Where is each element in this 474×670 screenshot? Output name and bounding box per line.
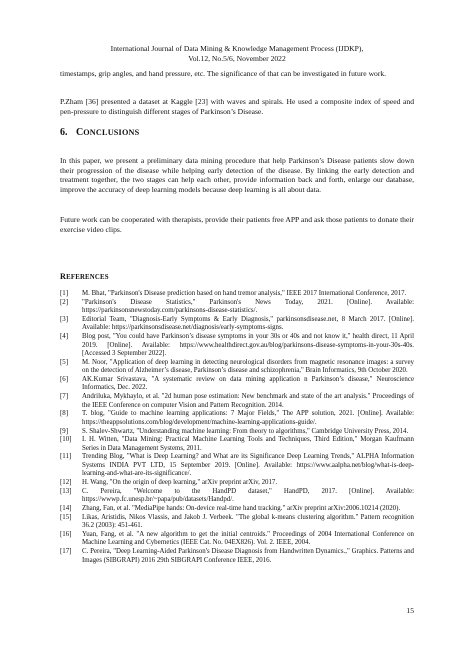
section-title-rest: ONCLUSIONS <box>83 128 140 137</box>
reference-item <box>60 290 414 299</box>
reference-text: M. Noor, "Application of deep learning in detecting neurological disorders from magnetic resonance images: a survey on the detection of Alzheimer’s disease, Parkinson’s disease and schizophrenia," Brain Informatics, 9th October 2020. <box>82 358 414 375</box>
reference-text: T. blog, "Guide to machine learning applications: 7 Major Fields," The APP solution, 2021. [Online]. Available: https://theappsolutions.com/blog/development/machine-learning-applications-guide/. <box>82 410 414 426</box>
reference-number: [1] <box>60 290 69 297</box>
body-paragraph-future-work: timestamps, grip angles, and hand pressure, etc. The significance of that can be investigated in future work. <box>60 69 387 78</box>
reference-text: Likas, Aristidis, Nikos Vlassis, and Jakob J. Verbeek. "The global k-means clustering algorithm." Pattern recognition 36.2 (2003): 451-461. <box>82 513 414 530</box>
reference-item <box>60 514 414 531</box>
journal-volume-line: Vol.12, No.5/6, November 2022 <box>188 53 286 63</box>
reference-item <box>60 376 414 393</box>
reference-number: [7] <box>60 393 69 401</box>
body-paragraph-zham-dataset: P.Zham [36] presented a dataset at Kaggle [23] with waves and spirals. He used a composite index of speed and pen-pressure to distinguish different stages of Parkinson’s Disease. <box>60 97 414 116</box>
reference-number: [8] <box>60 410 69 418</box>
reference-number: [4] <box>60 333 69 341</box>
reference-number: [12] <box>60 479 72 487</box>
reference-number: [16] <box>60 530 72 538</box>
section-number: 6. <box>60 127 68 138</box>
reference-text: Trending Blog, "What is Deep Learning? and What are its Significance Deep Learning Trends," ALPHA Information Systems INDIA PVT LTD, 15 September 2019. [Online]. Available: https://www.aalpha.net/blog/what-is-deep-learning-and-what-are-its-significance/. <box>82 453 414 478</box>
reference-number: [11] <box>60 453 72 461</box>
section-title-initial: C <box>76 127 84 138</box>
reference-number: [5] <box>60 358 69 366</box>
reference-text: S. Shalev-Shwartz, "Understanding machine learning: From theory to algorithms," Cambridge University Press, 2014. <box>82 427 409 435</box>
reference-item <box>60 333 414 359</box>
journal-name-line: International Journal of Data Mining & Knowledge Management Process (IJDKP), <box>110 44 364 53</box>
running-header <box>60 44 414 63</box>
reference-text: Blog post, "You could have Parkinson’s disease symptoms in your 30s or 40s and not know it," health direct, 11 April 2019. [Online]. Available: https://www.healthdirect.gov.au/blog/parkinsons-disease-symptoms-in-your-30s-40s. [Accessed 3 September 2022]. <box>82 333 414 358</box>
reference-item <box>60 453 414 479</box>
reference-text: Andriluka, Mykhaylo, et al. "2d human pose estimation: New benchmark and state of the art analysis." Proceedings of the IEEE Conference on computer Vision and Pattern Recognition. 2014. <box>82 393 414 409</box>
reference-item <box>60 410 414 427</box>
conclusions-paragraph-1: In this paper, we present a preliminary data mining procedure that help Parkinson’s Disease patients slow down their progression of the disease while helping early detection of the disease. By linking the early detection and treatment together, the two stages can help each other, provide information back and forth, enlarge our database, improve the accuracy of deep learning models because deep learning is all about data. <box>60 156 414 194</box>
reference-number: [3] <box>60 315 69 323</box>
reference-number: [14] <box>60 504 72 512</box>
reference-number: [13] <box>60 487 72 495</box>
reference-item <box>60 436 414 453</box>
reference-item <box>60 531 414 548</box>
reference-number: [9] <box>60 427 69 435</box>
reference-item <box>60 299 414 316</box>
reference-number: [6] <box>60 375 69 383</box>
reference-item <box>60 428 414 437</box>
reference-item <box>60 359 414 376</box>
page-number: 15 <box>406 606 414 615</box>
section-heading-conclusions <box>60 127 139 138</box>
references-title-initial: R <box>60 272 67 281</box>
conclusions-paragraph-2: Future work can be cooperated with therapists, provide their patients free APP and ask those patients to donate their exercise video clips. <box>60 215 414 234</box>
reference-text: Yuan, Fang, et al. "A new algorithm to get the initial centroids." Proceedings of 2004 International Conference on Machine Learning and Cybernetics (IEEE Cat. No. 04EX826). Vol. 2. IEEE, 2004. <box>82 530 414 547</box>
reference-text: M. Bhat, "Parkinson's Disease prediction based on hand tremor analysis," IEEE 2017 International Conference, 2017. <box>82 290 407 297</box>
references-title-rest: EFERENCES <box>66 274 109 281</box>
reference-text: C. Pereira, "Deep Learning-Aided Parkinson's Disease Diagnosis from Handwritten Dynamics.," Graphics. Patterns and Images (SIBGRAPI) 2016 29th SIBGRAPI Conference IEEE, 2016. <box>82 548 414 564</box>
reference-text: Zhang, Fan, et al. "MediaPipe hands: On-device real-time hand tracking." arXiv preprint arXiv:2006.10214 (2020). <box>82 504 401 512</box>
reference-item <box>60 316 414 333</box>
reference-text: C. Pereira, "Welcome to the HandPD dataset," HandPD, 2017. [Online]. Available: https://wwwp.fc.unesp.br/~papa/pub/datasets/Handpd/. <box>82 487 414 504</box>
reference-item <box>60 505 414 514</box>
reference-text: AK.Kumar Srivastava, "A systematic review on data mining application n Parkinson’s disease," Neuroscience Informatics, Dec. 2022. <box>82 375 414 392</box>
reference-number: [17] <box>60 548 72 555</box>
reference-text: H. Wang, "On the origin of deep learning," arXiv preprint arXiv, 2017. <box>82 479 278 487</box>
reference-list <box>60 290 414 565</box>
reference-text: I. H. Witten, "Data Mining: Practical Machine Learning Tools and Techniques, Third Edition," Morgan Kaufmann Series in Data Management Systems, 2011. <box>82 436 414 452</box>
reference-item <box>60 479 414 488</box>
reference-number: [10] <box>60 436 72 444</box>
reference-item <box>60 548 414 565</box>
reference-text: Editorial Team, "Diagnosis-Early Symptoms & Early Diagnosis," parkinsonsdisease.net, 8 March 2017. [Online]. Available: https://parkinsonsdisease.net/diagnosis/early-symptoms-signs. <box>82 315 414 332</box>
references-heading <box>60 272 109 281</box>
reference-number: [2] <box>60 298 69 306</box>
reference-item <box>60 393 414 410</box>
reference-number: [15] <box>60 513 72 521</box>
reference-item <box>60 488 414 505</box>
reference-text: "Parkinson's Disease Statistics," Parkinson's News Today, 2021. [Online]. Available: https://parkinsonsnewstoday.com/parkinsons-disease-statistics/. <box>82 298 414 315</box>
